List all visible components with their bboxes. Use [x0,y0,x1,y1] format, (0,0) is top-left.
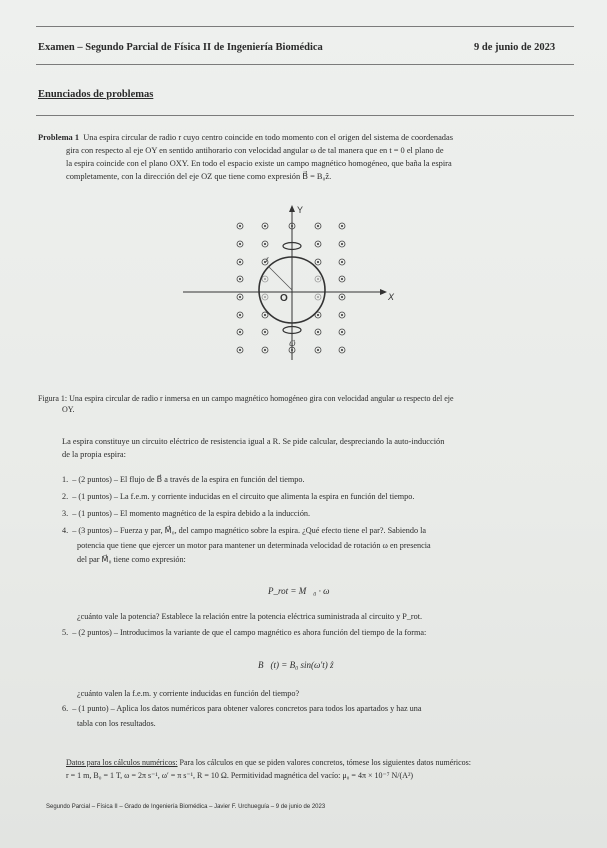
field-dot-center [264,331,266,333]
problem-line-1: Una espira circular de radio r cuyo centro coincide en todo momento con el origen del sistema de coordenadas [83,133,453,142]
field-dot-center [317,278,319,280]
numeric-data-line-2: r = 1 m, B₀ = 1 T, ω = 2π s⁻¹, ω′ = π s⁻¹, R = 10 Ω. Permitividad magnética del vacío: μ₀ = 4π × 10⁻⁷ N/(A²) [66,771,414,780]
item-number: 6. [62,704,69,713]
item-text: – (1 puntos) – El momento magnético de la espira debido a la inducción. [72,509,311,518]
field-dot-center [239,349,241,351]
field-dot-center [264,243,266,245]
exam-title: Examen – Segundo Parcial de Física II de Ingeniería Biomédica [38,42,323,53]
item-number: 4. [62,526,69,535]
field-dot-center [239,243,241,245]
field-dot-center [341,261,343,263]
field-dot-center [239,261,241,263]
item-5 [62,627,426,640]
field-dot-center [264,349,266,351]
field-dot-center [317,296,319,298]
field-dot-center [239,314,241,316]
item-4-followup: ¿cuánto vale la potencia? Establece la relación entre la potencia eléctrica suministrada al circuito y P_rot. [77,612,423,621]
field-dot-center [317,331,319,333]
field-dot-center [264,225,266,227]
item-5-followup: ¿cuánto valen la f.e.m. y corriente inducidas en función del tiempo? [77,689,300,698]
item-number: 1. [62,475,69,484]
equation-power: P_rot = M⃗₀ · ω⃗ [268,586,337,596]
field-dot-center [341,278,343,280]
figure-caption-line-2: OY. [62,405,75,414]
section-title: Enunciados de problemas [38,89,154,100]
problem-line-3: la espira coincide con el plano OXY. En todo el espacio existe un campo magnético homogéneo, que baña la espira [66,159,452,168]
exam-date: 9 de junio de 2023 [474,42,556,53]
page-footer: Segundo Parcial – Física II – Grado de Ingeniería Biomédica – Javier F. Urchueguía – 9 de junio de 2023 [46,804,326,810]
field-dot-center [317,349,319,351]
item-text: – (1 puntos) – La f.e.m. y corriente inducidas en el circuito que alimenta la espira en función del tiempo. [72,492,415,501]
origin-label: O [280,293,288,304]
field-dot-center [341,314,343,316]
intro-line-1: La espira constituye un circuito eléctrico de resistencia igual a R. Se pide calcular, despreciando la auto-inducción [62,437,445,446]
problem-line-2: gira con respecto al eje OY en sentido antihorario con velocidad angular ω de tal manera que en t = 0 el plano de [66,146,444,155]
item-6 [62,703,421,716]
field-dot-center [239,278,241,280]
x-axis-arrow [380,289,387,295]
item-text: – (2 puntos) – Introducimos la variante de que el campo magnético es ahora función del tiempo de la forma: [72,628,427,637]
omega-label: ω⃗ [289,339,296,348]
field-dot-center [317,261,319,263]
numeric-data-label: Datos para los cálculos numéricos: [66,758,178,767]
field-dot-center [264,296,266,298]
numeric-data-line-1 [66,757,471,768]
item-2 [62,491,414,504]
radius-label: r [266,255,269,264]
field-dot-center [317,314,319,316]
field-dot-center [239,331,241,333]
problem-line-4: completamente, con la dirección del eje OZ que tiene como expresión B⃗ = B₀ẑ. [66,172,332,181]
field-dot-center [317,243,319,245]
item-text: – (2 puntos) – El flujo de B⃗ a través de la espira en función del tiempo. [72,475,305,484]
item-4 [62,525,426,538]
x-axis-label: X [388,292,395,302]
item-4-line-3: del par M⃗₀ tiene como expresión: [77,555,186,564]
item-number: 5. [62,628,69,637]
field-dot-center [317,225,319,227]
field-dot-center [264,278,266,280]
problem-label: Problema 1 [38,133,80,142]
field-dot-center [341,225,343,227]
figure-caption-line-1: Figura 1: Una espira circular de radio r inmersa en un campo magnético homogéneo gira con velocidad angular ω respecto del eje [38,394,454,403]
field-dot-center [264,314,266,316]
item-text: – (1 punto) – Aplica los datos numéricos para obtener valores concretos para todos los apartados y haz una [72,704,422,713]
intro-line-2: de la propia espira: [62,450,126,459]
numeric-data-intro: Para los cálculos en que se piden valores concretos, tómese los siguientes datos numéricos: [177,758,472,767]
item-6-line-2: tabla con los resultados. [77,719,156,728]
field-dot-center [239,225,241,227]
field-dot-center [341,349,343,351]
field-dot-center [341,243,343,245]
y-axis-label: Y [297,205,304,215]
y-axis-arrow [289,205,295,212]
item-3 [62,508,310,521]
field-dot-center [341,296,343,298]
item-number: 3. [62,509,69,518]
item-1 [62,474,305,487]
radius-line [268,266,292,290]
item-4-line-2: potencia que tiene que ejercer un motor para mantener un determinada velocidad de rotación ω en presencia [77,541,431,550]
equation-field: B⃗(t) = B₀ sin(ω′t) ẑ [258,660,334,670]
item-text: – (3 puntos) – Fuerza y par, M⃗₀, del campo magnético sobre la espira. ¿Qué efecto tiene el par?. Sabiendo la [72,526,427,535]
field-dot-center [239,296,241,298]
item-number: 2. [62,492,69,501]
field-dot-center [341,331,343,333]
